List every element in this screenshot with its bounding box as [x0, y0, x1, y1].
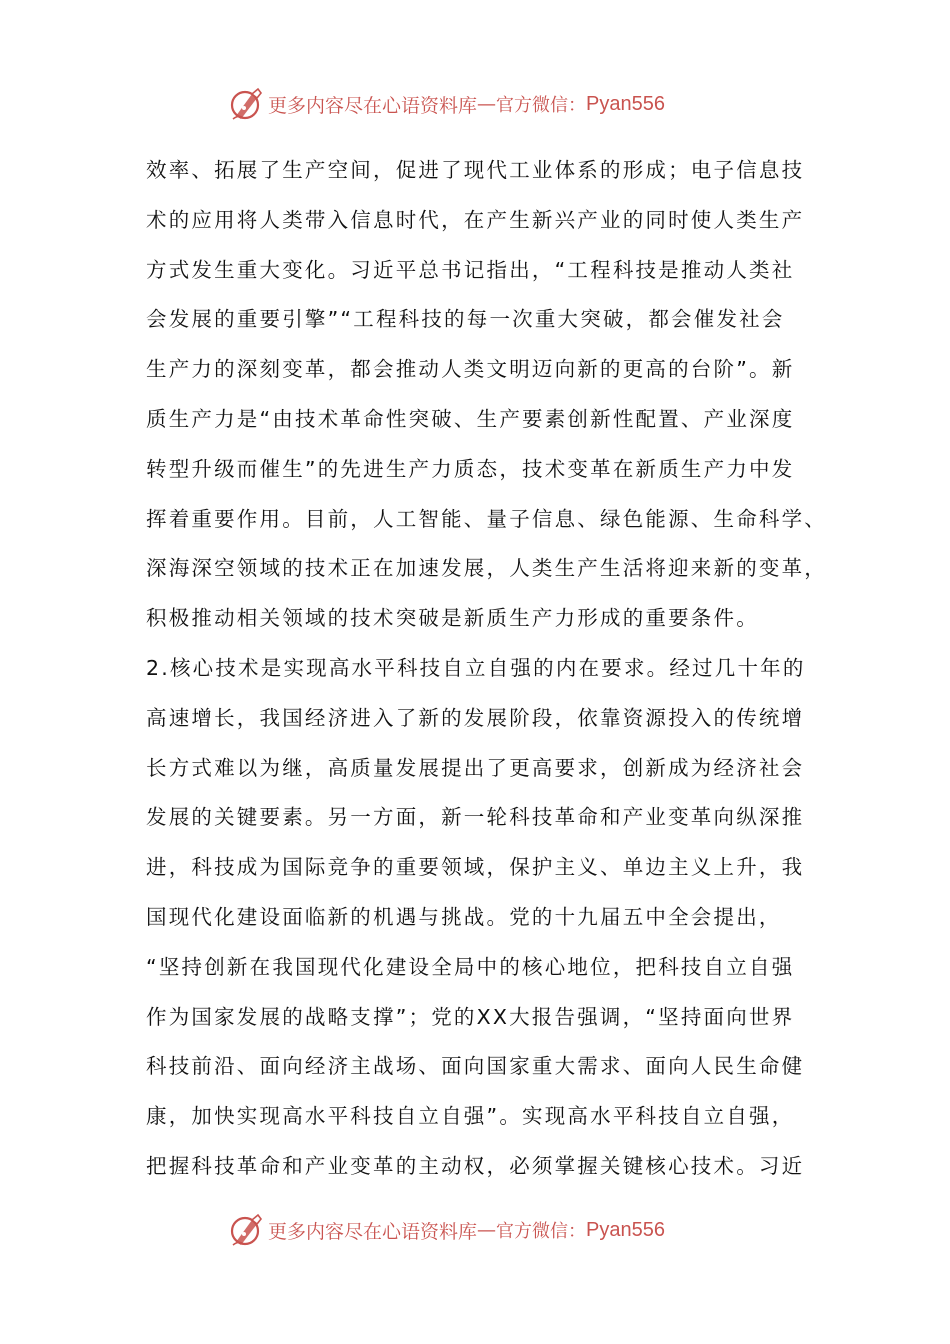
- banner-brand-text: 更多内容尽在心语资料库: [268, 1220, 478, 1243]
- banner-dash: —: [477, 1219, 497, 1241]
- text-line: 转型升级而催生”的先进生产力质态，技术变革在新质生产力中发: [146, 456, 795, 481]
- text-line: 术的应用将人类带入信息时代，在产生新兴产业的同时使人类生产: [146, 207, 805, 232]
- text-line: 把握科技革命和产业变革的主动权，必须掌握关键核心技术。习近: [146, 1153, 805, 1178]
- text-line: 积极推动相关领域的技术突破是新质生产力形成的重要条件。: [146, 606, 759, 631]
- pen-nib-logo-icon: [228, 1212, 264, 1248]
- header-banner: [228, 84, 748, 124]
- text-line: 2.核心技术是实现高水平科技自立自强的内在要求。经过几十年的: [146, 655, 806, 680]
- text-line: 高速增长，我国经济进入了新的发展阶段，依靠资源投入的传统增: [146, 705, 805, 730]
- banner-account: Pyan556: [586, 1218, 665, 1241]
- text-line: 科技前沿、面向经济主战场、面向国家重大需求、面向人民生命健: [146, 1054, 805, 1079]
- text-line: 发展的关键要素。另一方面，新一轮科技革命和产业变革向纵深推: [146, 805, 805, 830]
- text-line: 生产力的深刻变革，都会推动人类文明迈向新的更高的台阶”。新: [146, 357, 795, 382]
- banner-wechat-label: 官方微信：: [496, 95, 587, 116]
- text-line: 康，加快实现高水平科技自立自强”。实现高水平科技自立自强，: [146, 1104, 795, 1129]
- text-line: “坚持创新在我国现代化建设全局中的核心地位，把科技自立自强: [146, 954, 795, 979]
- banner-account: Pyan556: [586, 92, 665, 115]
- banner-brand-text: 更多内容尽在心语资料库: [268, 94, 478, 117]
- text-line: 深海深空领域的技术正在加速发展，人类生产生活将迎来新的变革，: [146, 556, 827, 581]
- banner-wechat-label: 官方微信：: [496, 1221, 587, 1242]
- text-line: 作为国家发展的战略支撑”；党的XX大报告强调，“坚持面向世界: [146, 1004, 795, 1029]
- text-line: 会发展的重要引擎”“工程科技的每一次重大突破，都会催发社会: [146, 307, 785, 332]
- text-line: 效率、拓展了生产空间，促进了现代工业体系的形成；电子信息技: [146, 158, 805, 182]
- text-line: 质生产力是“由技术革命性突破、生产要素创新性配置、产业深度: [146, 406, 795, 431]
- text-line: 挥着重要作用。目前，人工智能、量子信息、绿色能源、生命科学、: [146, 506, 827, 531]
- footer-banner: [228, 1210, 748, 1250]
- text-line: 方式发生重大变化。习近平总书记指出，“工程科技是推动人类社: [146, 257, 795, 282]
- text-line: 国现代化建设面临新的机遇与挑战。党的十九届五中全会提出，: [146, 904, 782, 929]
- document-body: [146, 146, 827, 1192]
- banner-dash: —: [477, 93, 497, 115]
- text-line: 进，科技成为国际竞争的重要领域，保护主义、单边主义上升，我: [146, 855, 805, 880]
- pen-nib-logo-icon: [228, 86, 264, 122]
- text-line: 长方式难以为继，高质量发展提出了更高要求，创新成为经济社会: [146, 755, 805, 780]
